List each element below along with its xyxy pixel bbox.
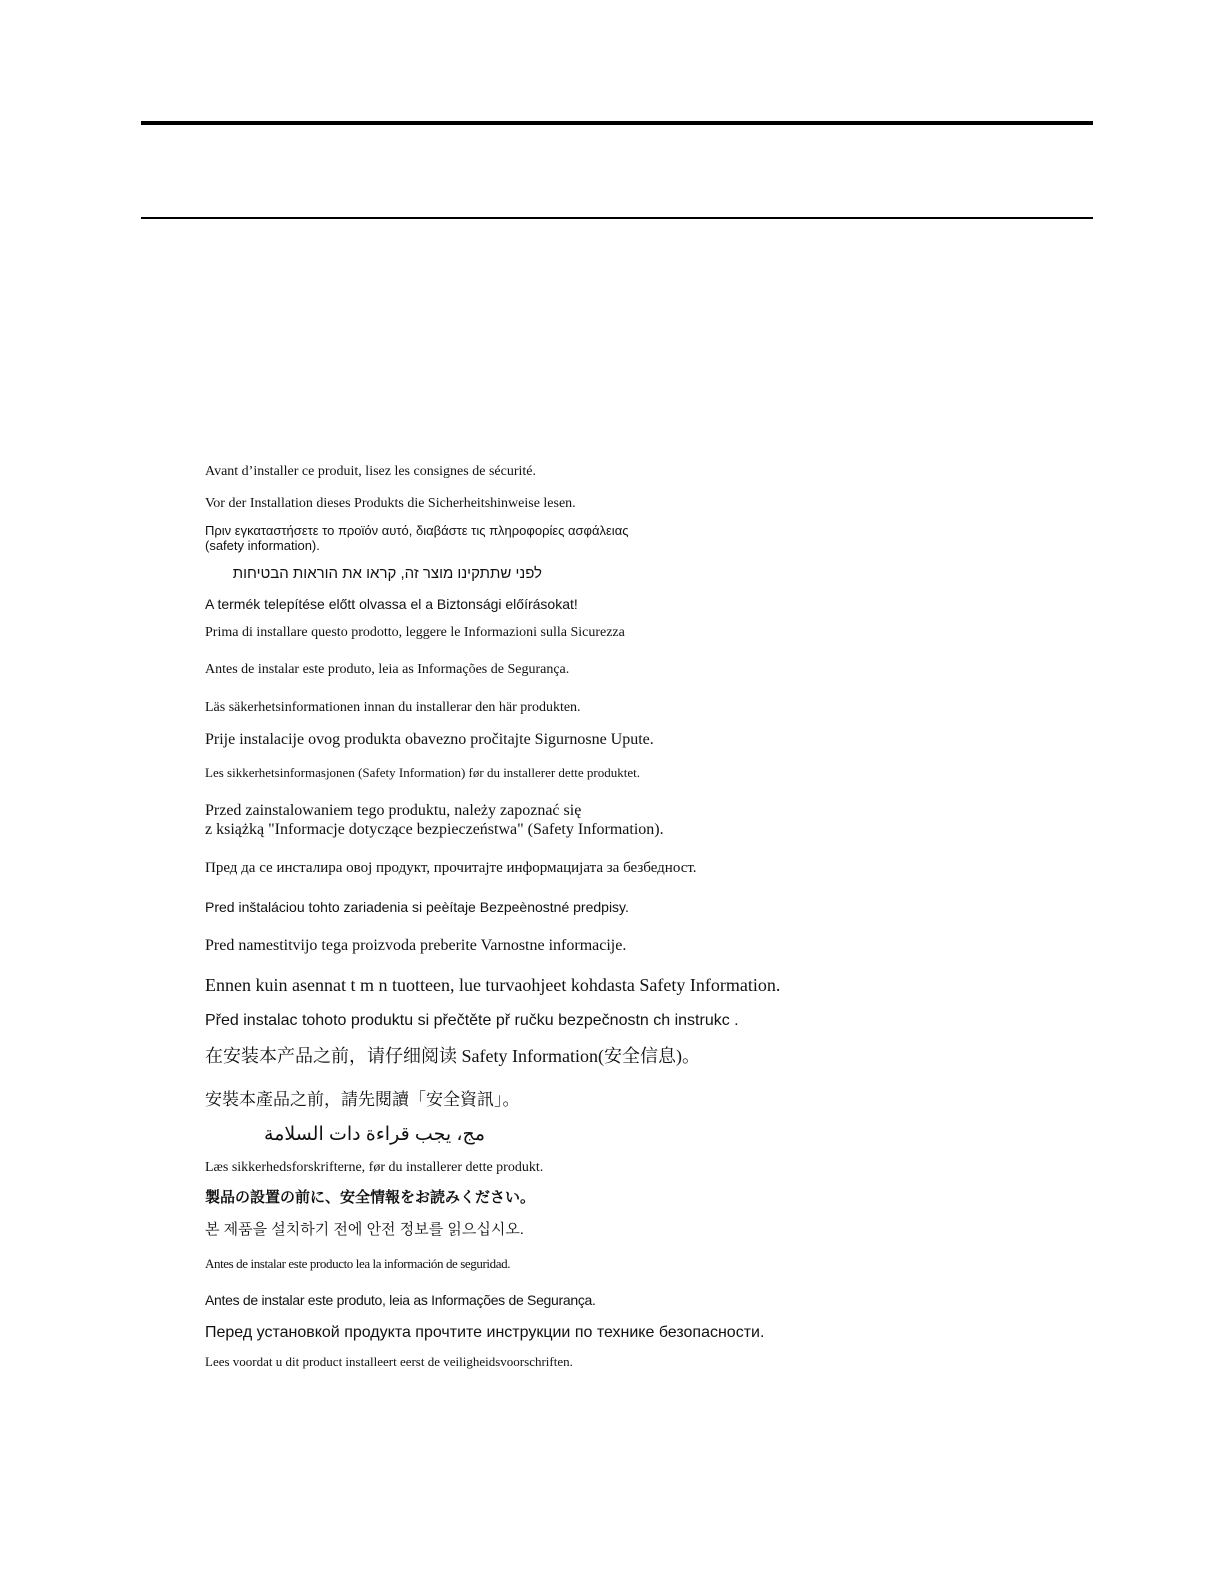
notice-norwegian: Les sikkerhetsinformasjonen (Safety Information) før du installerer dette produktet. — [205, 765, 641, 780]
notice-swedish: Läs säkerhetsinformationen innan du installerar den här produkten. — [205, 700, 581, 715]
notice-slovak: Pred inštaláciou tohto zariadenia si peèítaje Bezpeènostné predpisy. — [205, 899, 629, 915]
notice-danish: Læs sikkerhedsforskrifterne, før du installerer dette produkt. — [205, 1160, 544, 1175]
notice-chinese-traditional: 安裝本產品之前，請先閱讀「安全資訊」。 — [205, 1090, 520, 1109]
notice-slovenian: Pred namestitvijo tega proizvoda preberite Varnostne informacije. — [205, 937, 627, 954]
notice-polish: Przed zainstalowaniem tego produktu, należy zapoznać się — [205, 802, 582, 819]
notice-greek: Πριν εγκαταστήσετε το προϊόν αυτό, διαβάστε τις πληροφορίες ασφάλειας — [205, 523, 629, 538]
notice-italian: Prima di installare questo prodotto, leggere le Informazioni sulla Sicurezza — [205, 625, 625, 640]
notice-polish-continued: z książką "Informacje dotyczące bezpieczeństwa" (Safety Information). — [205, 821, 664, 838]
notice-greek-continued: (safety information). — [205, 538, 320, 553]
notice-macedonian: Пред да се инсталира овој продукт, прочитајте информацијата за безбедност. — [205, 860, 697, 876]
notice-dutch: Lees voordat u dit product installeert eerst de veiligheidsvoorschriften. — [205, 1354, 573, 1369]
notice-french: Avant d’installer ce produit, lisez les consignes de sécurité. — [205, 464, 536, 479]
notice-hungarian: A termék telepítése előtt olvassa el a Biztonsági előírásokat! — [205, 596, 578, 612]
notice-hebrew: לפני שתתקינו מוצר זה, קראו את הוראות הבטיחות — [232, 565, 542, 582]
notice-russian: Перед установкой продукта прочтите инструкции по технике безопасности. — [205, 1324, 765, 1341]
notice-korean: 본 제품을 설치하기 전에 안전 정보를 읽으십시오. — [205, 1221, 524, 1238]
notice-german: Vor der Installation dieses Produkts die Sicherheitshinweise lesen. — [205, 496, 576, 511]
notice-portuguese: Antes de instalar este produto, leia as Informações de Segurança. — [205, 1292, 596, 1308]
notice-portuguese-brazil: Antes de instalar este produto, leia as Informações de Segurança. — [205, 662, 570, 677]
notice-arabic: مج، يجب قراءة دات السلامة — [264, 1124, 485, 1145]
notice-croatian: Prije instalacije ovog produkta obavezno pročitajte Sigurnosne Upute. — [205, 731, 654, 748]
notice-finnish: Ennen kuin asennat t m n tuotteen, lue turvaohjeet kohdasta Safety Information. — [205, 975, 781, 995]
notice-spanish: Antes de instalar este producto lea la información de seguridad. — [205, 1256, 511, 1271]
notice-japanese: 製品の設置の前に、安全情報をお読みください。 — [205, 1189, 536, 1206]
notice-chinese-simplified: 在安装本产品之前，请仔细阅读 Safety Information(安全信息)。 — [205, 1046, 700, 1066]
notice-czech: Před instalac tohoto produktu si přečtěte př ručku bezpečnostn ch instrukc . — [205, 1012, 739, 1029]
